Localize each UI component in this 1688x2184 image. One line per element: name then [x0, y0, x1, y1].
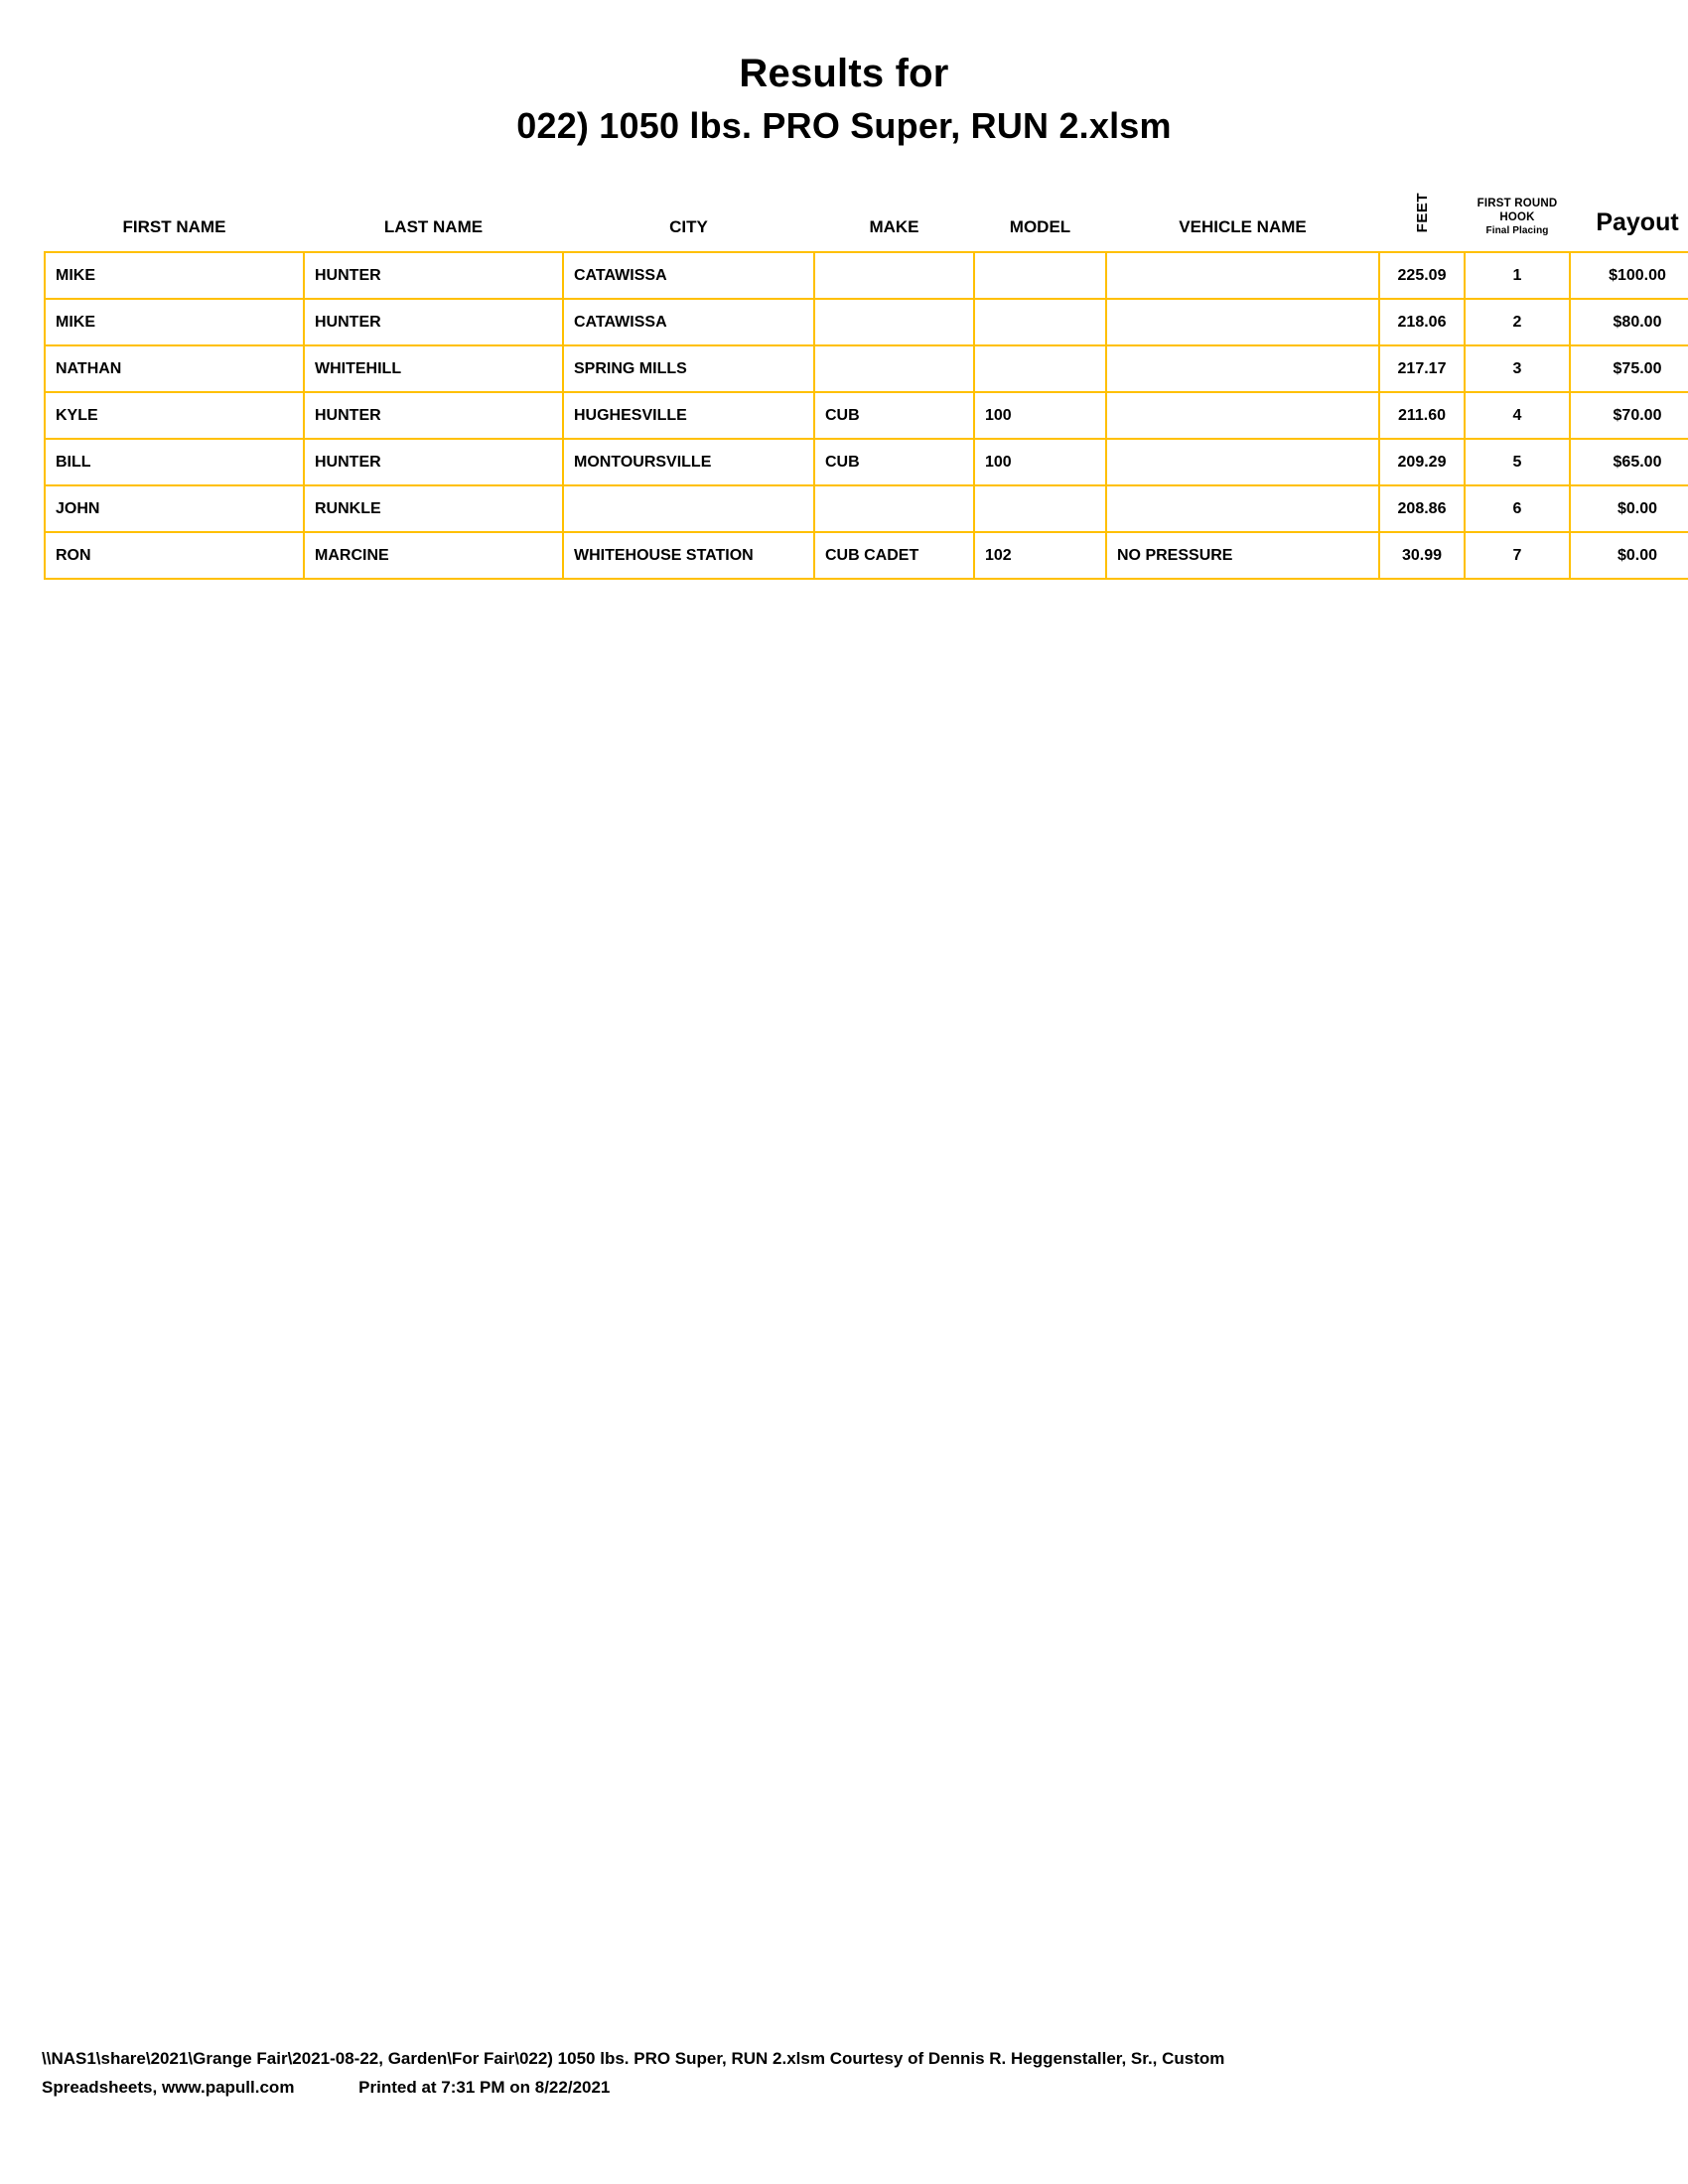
cell-vehicle-name: NO PRESSURE — [1106, 532, 1379, 579]
cell-last-name: HUNTER — [304, 392, 563, 439]
cell-first-name: NATHAN — [45, 345, 304, 392]
cell-feet: 217.17 — [1379, 345, 1465, 392]
cell-first-name: RON — [45, 532, 304, 579]
cell-payout: $80.00 — [1570, 299, 1688, 345]
cell-last-name: HUNTER — [304, 299, 563, 345]
cell-last-name: HUNTER — [304, 439, 563, 485]
cell-feet: 30.99 — [1379, 532, 1465, 579]
final-placing-line-1: FIRST ROUND — [1477, 198, 1558, 210]
cell-last-name: WHITEHILL — [304, 345, 563, 392]
cell-make — [814, 345, 974, 392]
header-row — [45, 187, 1688, 252]
cell-feet: 209.29 — [1379, 439, 1465, 485]
cell-last-name: HUNTER — [304, 252, 563, 299]
cell-vehicle-name — [1106, 299, 1379, 345]
table-row — [45, 532, 1688, 579]
footer-credit-line — [42, 2073, 1646, 2103]
footer-website: Spreadsheets, www.papull.com — [42, 2078, 295, 2098]
cell-city — [563, 485, 814, 532]
page-footer — [42, 2044, 1646, 2104]
cell-make — [814, 299, 974, 345]
table-row — [45, 345, 1688, 392]
column-header-payout-label: Payout — [1596, 208, 1679, 237]
cell-city: SPRING MILLS — [563, 345, 814, 392]
cell-model — [974, 485, 1106, 532]
cell-model: 100 — [974, 392, 1106, 439]
table-row — [45, 439, 1688, 485]
cell-vehicle-name — [1106, 345, 1379, 392]
cell-make: CUB — [814, 392, 974, 439]
column-header-make: MAKE — [869, 217, 919, 237]
cell-city: WHITEHOUSE STATION — [563, 532, 814, 579]
cell-city: CATAWISSA — [563, 252, 814, 299]
column-header-final-placing — [1465, 187, 1570, 252]
cell-model — [974, 345, 1106, 392]
cell-payout: $70.00 — [1570, 392, 1688, 439]
cell-final-placing: 6 — [1465, 485, 1570, 532]
title-line-1: Results for — [739, 52, 949, 95]
cell-first-name: BILL — [45, 439, 304, 485]
title-line-2: 022) 1050 lbs. PRO Super, RUN 2.xlsm — [516, 104, 1172, 146]
cell-make: CUB CADET — [814, 532, 974, 579]
cell-vehicle-name — [1106, 252, 1379, 299]
cell-city: MONTOURSVILLE — [563, 439, 814, 485]
column-header-first-name: FIRST NAME — [122, 217, 226, 237]
cell-model — [974, 252, 1106, 299]
cell-payout: $0.00 — [1570, 485, 1688, 532]
cell-feet: 208.86 — [1379, 485, 1465, 532]
column-header-model: MODEL — [1009, 217, 1071, 237]
cell-first-name: KYLE — [45, 392, 304, 439]
cell-model: 100 — [974, 439, 1106, 485]
results-table — [44, 187, 1688, 580]
cell-first-name: MIKE — [45, 252, 304, 299]
cell-make — [814, 252, 974, 299]
cell-last-name: MARCINE — [304, 532, 563, 579]
cell-vehicle-name — [1106, 485, 1379, 532]
cell-payout: $65.00 — [1570, 439, 1688, 485]
cell-payout: $100.00 — [1570, 252, 1688, 299]
table-row — [45, 485, 1688, 532]
table-row — [45, 392, 1688, 439]
results-table-body — [45, 252, 1688, 579]
cell-final-placing: 1 — [1465, 252, 1570, 299]
footer-path-line: \\NAS1\share\2021\Grange Fair\2021-08-22, Garden\For Fair\022) 1050 lbs. PRO Super, RUN 2.xlsm Courtesy of Dennis R. Heggenstaller, Sr., Custom — [42, 2048, 1225, 2068]
results-table-header — [45, 187, 1688, 252]
column-header-feet-label: FEET — [1413, 192, 1431, 233]
page-title — [42, 0, 1646, 147]
final-placing-line-3: Final Placing — [1485, 224, 1549, 236]
final-placing-head-stack — [1469, 197, 1566, 237]
cell-model: 102 — [974, 532, 1106, 579]
column-header-feet — [1379, 187, 1465, 252]
cell-make — [814, 485, 974, 532]
cell-feet: 225.09 — [1379, 252, 1465, 299]
cell-first-name: MIKE — [45, 299, 304, 345]
cell-vehicle-name — [1106, 392, 1379, 439]
cell-final-placing: 4 — [1465, 392, 1570, 439]
cell-final-placing: 3 — [1465, 345, 1570, 392]
table-row — [45, 299, 1688, 345]
cell-city: HUGHESVILLE — [563, 392, 814, 439]
cell-feet: 218.06 — [1379, 299, 1465, 345]
table-row — [45, 252, 1688, 299]
cell-final-placing: 5 — [1465, 439, 1570, 485]
cell-first-name: JOHN — [45, 485, 304, 532]
cell-make: CUB — [814, 439, 974, 485]
cell-final-placing: 7 — [1465, 532, 1570, 579]
cell-vehicle-name — [1106, 439, 1379, 485]
cell-last-name: RUNKLE — [304, 485, 563, 532]
cell-feet: 211.60 — [1379, 392, 1465, 439]
cell-payout: $75.00 — [1570, 345, 1688, 392]
cell-final-placing: 2 — [1465, 299, 1570, 345]
cell-city: CATAWISSA — [563, 299, 814, 345]
cell-payout: $0.00 — [1570, 532, 1688, 579]
column-header-payout — [1570, 187, 1688, 252]
column-header-last-name: LAST NAME — [383, 217, 484, 237]
footer-printed-timestamp: Printed at 7:31 PM on 8/22/2021 — [358, 2078, 611, 2098]
column-header-city: CITY — [669, 217, 708, 237]
cell-model — [974, 299, 1106, 345]
column-header-vehicle-name: VEHICLE NAME — [1179, 217, 1307, 237]
final-placing-line-2: HOOK — [1499, 211, 1535, 224]
